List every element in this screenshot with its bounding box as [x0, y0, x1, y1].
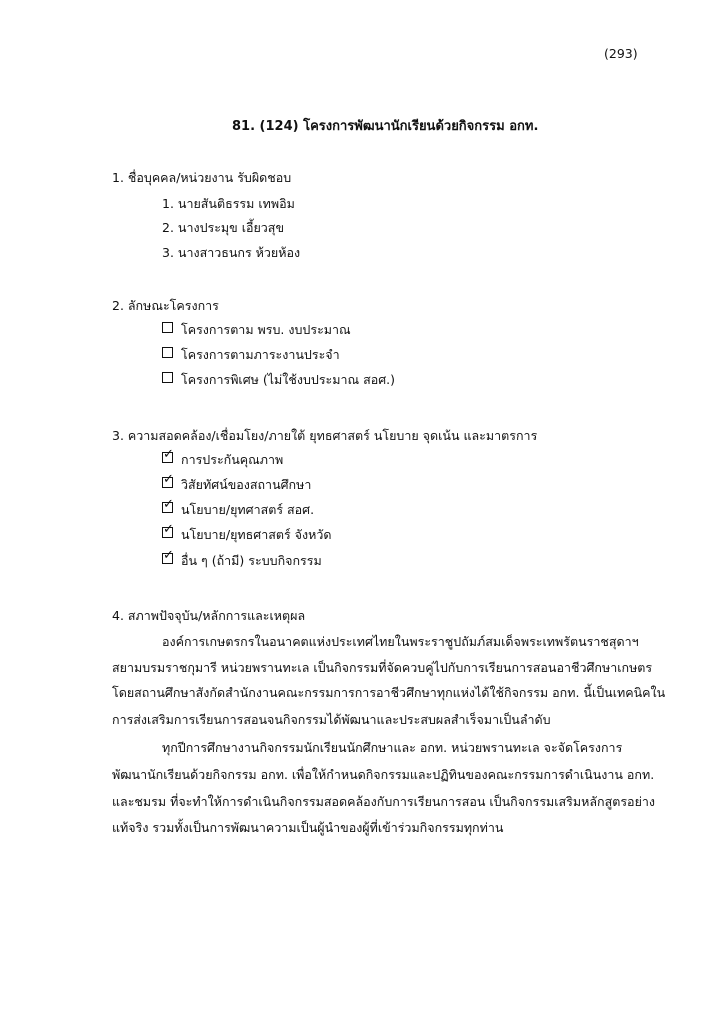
checkbox-school-vision[interactable]: [162, 472, 174, 488]
check-mark-icon: ✓: [163, 522, 174, 537]
checkbox-label: วิสัยทัศน์ของสถานศึกษา: [181, 477, 312, 492]
checkbox-other[interactable]: [162, 548, 174, 564]
checkbox-label: โครงการตามภาระงานประจำ: [181, 347, 340, 362]
checkbox-label: นโยบาย/ยุทศาสตร์ สอศ.: [181, 502, 315, 517]
checkbox-label: นโยบาย/ยุทธศาสตร์ จังหวัด: [181, 527, 332, 542]
checkbox-province-strategy[interactable]: [162, 522, 174, 538]
paragraph1-line: การส่งเสริมการเรียนการสอนจนกิจกรรมได้พัฒนาและประสบผลสำเร็จมาเป็นลำดับ: [112, 712, 551, 727]
check-mark-icon: ✓: [163, 548, 174, 563]
section4-heading: 4. สภาพปัจจุบัน/หลักการและเหตุผล: [112, 608, 306, 623]
checkbox-label: โครงการพิเศษ (ไม่ใช้งบประมาณ สอศ.): [181, 372, 395, 387]
paragraph1-line: องค์การเกษตรกรในอนาคตแห่งประเทศไทยในพระราชูปถัมภ์สมเด็จพระเทพรัตนราชสุดาฯ: [162, 634, 639, 649]
checkbox-label: โครงการตาม พรบ. งบประมาณ: [181, 322, 351, 337]
checkbox-label: การประกันคุณภาพ: [181, 452, 284, 467]
checkbox-label: อื่น ๆ (ถ้ามี) ระบบกิจกรรม: [181, 553, 322, 568]
person-2: 2. นางประมุข เอี้ยวสุข: [162, 220, 284, 235]
person-1: 1. นายสันติธรรม เทพอิม: [162, 196, 295, 211]
paragraph2-line: ทุกปีการศึกษางานกิจกรรมนักเรียนนักศึกษาและ อกท. หน่วยพรานทะเล จะจัดโครงการ: [162, 740, 623, 755]
section1-heading: 1. ชื่อบุคคล/หน่วยงาน รับผิดชอบ: [112, 170, 292, 185]
check-mark-icon: ✓: [163, 447, 174, 462]
person-3: 3. นางสาวธนกร ห้วยห้อง: [162, 245, 301, 260]
check-mark-icon: ✓: [163, 472, 174, 487]
paragraph2-line: และชมรม ที่จะทำให้การดำเนินกิจกรรมสอดคล้องกับการเรียนการสอน เป็นกิจกรรมเสริมหลักสูตรอย่าง: [112, 794, 656, 809]
checkbox-quality-assurance[interactable]: [162, 447, 174, 463]
paragraph2-line: แท้จริง รวมทั้งเป็นการพัฒนาความเป็นผู้นำของผู้ที่เข้าร่วมกิจกรรมทุกท่าน: [112, 820, 504, 835]
checkbox-routine-project[interactable]: [162, 347, 173, 358]
checkbox-budget-project[interactable]: [162, 322, 173, 333]
paragraph1-line: สยามบรมราชกุมารี หน่วยพรานทะเล เป็นกิจกรรมที่จัดควบคู่ไปกับการเรียนการสอนอาชีวศึกษาเกษตร: [112, 660, 653, 675]
section2-heading: 2. ลักษณะโครงการ: [112, 298, 219, 313]
paragraph1-line: โดยสถานศึกษาสังกัดสำนักงานคณะกรรมการการอาชีวศึกษาทุกแห่งได้ใช้กิจกรรม อกท. นี้เป็นเทคนิคใน: [112, 685, 666, 700]
checkbox-vec-strategy[interactable]: [162, 497, 174, 513]
check-mark-icon: ✓: [163, 497, 174, 512]
page-number: (293): [604, 46, 638, 61]
checkbox-special-project[interactable]: [162, 372, 173, 383]
document-title: 81. (124) โครงการพัฒนานักเรียนด้วยกิจกรรม อกท.: [232, 119, 539, 134]
section3-heading: 3. ความสอดคล้อง/เชื่อมโยง/ภายใต้ ยุทธศาสตร์ นโยบาย จุดเน้น และมาตรการ: [112, 428, 538, 443]
paragraph2-line: พัฒนานักเรียนด้วยกิจกรรม อกท. เพื่อให้กำหนดกิจกรรมและปฏิทินของคณะกรรมการดำเนินงาน อกท.: [112, 767, 655, 782]
